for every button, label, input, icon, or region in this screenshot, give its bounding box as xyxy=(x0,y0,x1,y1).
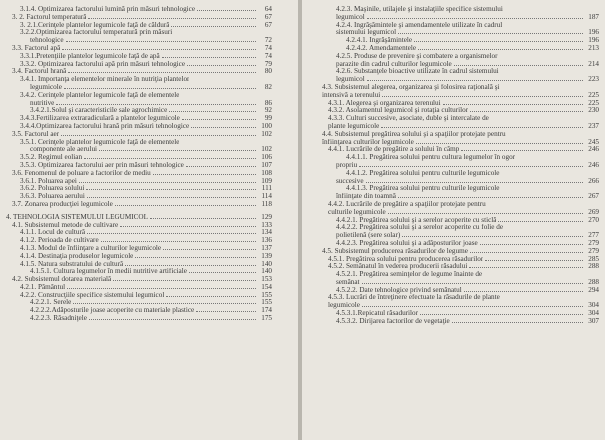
toc-dot-leader xyxy=(362,283,583,284)
toc-entry-page-number: 80 xyxy=(264,67,272,76)
toc-entry xyxy=(6,37,272,45)
toc-dot-leader xyxy=(153,174,256,175)
toc-dot-leader xyxy=(469,267,583,268)
toc-entry-page-number: 136 xyxy=(261,236,272,245)
toc-entry xyxy=(6,14,272,22)
toc-entry-title: 4.4. Subsistemul pregătirea solului şi a spaţiilor protejate pentru xyxy=(322,130,506,138)
toc-entry xyxy=(322,76,599,84)
toc-entry xyxy=(322,302,599,310)
toc-entry xyxy=(6,107,272,115)
toc-dot-leader xyxy=(87,233,256,234)
toc-entry xyxy=(322,115,599,123)
toc-dot-leader xyxy=(79,182,256,183)
toc-entry xyxy=(6,61,272,69)
toc-entry-title: 4.4.2.3. Pregătirea solului şi a adăposturilor joase xyxy=(336,239,478,247)
toc-entry-title: 4.5.2. Semănatul în vederea producerii răsadului xyxy=(328,263,468,271)
toc-entry xyxy=(322,154,599,162)
toc-entry-page-number: 214 xyxy=(588,59,599,68)
toc-dot-leader xyxy=(56,104,256,105)
toc-dot-leader xyxy=(163,249,256,250)
toc-entry-title: 4. TEHNOLOGIA SISTEMULUI LEGUMICOL xyxy=(6,213,149,221)
toc-entry-title: 4.2.1. Pământul xyxy=(20,283,66,291)
toc-entry-page-number: 67 xyxy=(264,12,272,21)
toc-entry-page-number: 133 xyxy=(261,220,272,229)
toc-entry xyxy=(6,245,272,253)
toc-entry xyxy=(322,271,599,279)
toc-entry-page-number: 304 xyxy=(588,309,599,318)
toc-entry-title: parazite din cadrul culturilor legumicole xyxy=(336,60,452,68)
toc-entry xyxy=(322,178,599,186)
toc-dot-leader xyxy=(87,197,256,198)
toc-entry-page-number: 64 xyxy=(264,5,272,13)
toc-entry-page-number: 137 xyxy=(261,243,272,252)
toc-entry-title: 3.2.2.Optimizarea factorului temperatură prin măsuri xyxy=(20,29,173,37)
toc-entry-title: 3.6.1. Poluarea apei xyxy=(20,177,77,185)
toc-entry xyxy=(322,53,599,61)
toc-entry xyxy=(322,185,599,193)
toc-page-right xyxy=(302,0,605,440)
toc-entry-page-number: 140 xyxy=(261,259,272,268)
toc-entry-page-number: 139 xyxy=(261,251,272,260)
toc-entry xyxy=(322,279,599,287)
toc-dot-leader xyxy=(67,288,256,289)
toc-entry xyxy=(322,294,599,302)
toc-entry xyxy=(6,229,272,237)
toc-entry-page-number: 196 xyxy=(588,28,599,37)
toc-entry-page-number: 153 xyxy=(261,275,272,284)
toc-entry-title: 3.6.2. Poluarea solului xyxy=(20,185,85,193)
toc-entry-title: succesive xyxy=(336,177,364,185)
toc-entry-page-number: 270 xyxy=(588,215,599,224)
toc-entry xyxy=(6,185,272,193)
toc-entry-title: semănat xyxy=(336,278,360,286)
toc-dot-leader xyxy=(68,72,256,73)
toc-entry-title: 4.5.2.2. Date tehnologice privind semănatul xyxy=(336,286,462,294)
toc-entry xyxy=(322,84,599,92)
toc-dot-leader xyxy=(452,322,583,323)
toc-dot-leader xyxy=(388,213,583,214)
toc-dot-leader xyxy=(73,303,256,304)
toc-entry xyxy=(322,318,599,326)
toc-dot-leader xyxy=(125,265,256,266)
toc-entry-title: 3.3. Factorul apă xyxy=(12,44,61,52)
toc-entry xyxy=(6,201,272,209)
toc-entry-page-number: 99 xyxy=(264,114,272,123)
toc-dot-leader xyxy=(61,135,256,136)
toc-dot-leader xyxy=(191,127,256,128)
toc-entry-title: 3.4.2. Cerinţele plantelor legumicole faţă de elementele xyxy=(20,91,180,99)
toc-entry-page-number: 223 xyxy=(588,75,599,84)
toc-entry-title: 3. 2.1.Cerinţele plantelor legumicole faţă de căldură xyxy=(20,21,170,29)
toc-entry-page-number: 307 xyxy=(588,316,599,325)
toc-dot-leader xyxy=(99,150,256,151)
toc-entry xyxy=(6,237,272,245)
toc-entry-page-number: 92 xyxy=(264,106,272,115)
toc-entry-title: înfiinţarea culturilor legumicole xyxy=(322,138,414,146)
toc-entry-page-number: 245 xyxy=(588,137,599,146)
toc-entry xyxy=(322,29,599,37)
toc-entry xyxy=(322,107,599,115)
toc-entry xyxy=(6,193,272,201)
toc-entry-title: plante legumicole xyxy=(328,122,380,130)
toc-entry-title: culturile legumicole xyxy=(328,208,386,216)
toc-dot-leader xyxy=(367,18,583,19)
toc-entry xyxy=(322,68,599,76)
toc-entry-page-number: 118 xyxy=(261,199,272,208)
toc-entry xyxy=(322,100,599,108)
toc-entry-page-number: 246 xyxy=(588,145,599,154)
toc-entry-title: 3.5.3. Optimizarea factorului aer prin măsuri tehnologice xyxy=(20,161,184,169)
toc-entry-title: polietilenă (sere solar) xyxy=(336,232,401,240)
toc-entry xyxy=(6,29,272,37)
toc-entry-title: 4.1.5.1. Cultura legumelor în medii nutritive artificiale xyxy=(30,268,187,276)
toc-entry-title: 3.4. Factorul hrană xyxy=(12,68,67,76)
toc-entry-page-number: 269 xyxy=(588,207,599,216)
toc-entry-title: 4.4.2.1. Pregătirea solului şi a serelor acoperite cu sticlă xyxy=(336,216,497,224)
toc-dot-leader xyxy=(464,291,583,292)
toc-entry-title: 4.2.3. Maşinile, utilajele şi instalaţiile specifice sistemului xyxy=(336,6,503,13)
toc-dot-leader xyxy=(187,65,256,66)
toc-entry xyxy=(6,284,272,292)
toc-dot-leader xyxy=(171,26,256,27)
toc-entry-title: legumicole xyxy=(30,83,62,91)
toc-entry xyxy=(6,6,272,14)
toc-dot-leader xyxy=(64,88,256,89)
toc-entry xyxy=(322,123,599,131)
toc-entry-page-number: 246 xyxy=(588,160,599,169)
toc-entry-title: 4.2.4.2. Amendamentele xyxy=(346,44,417,52)
toc-entry-title: 3.6. Fenomenul de poluare a factorilor de mediu xyxy=(12,169,151,177)
toc-entry-title: tehnologice xyxy=(30,37,64,45)
toc-entry xyxy=(322,248,599,256)
toc-entry-page-number: 86 xyxy=(264,98,272,107)
toc-entry-title: 3.4.3.Fertilizarea extraradiculară a plantelor legumicole xyxy=(20,115,180,123)
toc-entry-page-number: 154 xyxy=(261,282,272,291)
toc-dot-leader xyxy=(398,197,583,198)
toc-entry-page-number: 213 xyxy=(588,43,599,52)
toc-entry-page-number: 79 xyxy=(264,59,272,68)
toc-entry xyxy=(6,315,272,323)
toc-entry xyxy=(6,146,272,154)
toc-entry-page-number: 140 xyxy=(261,267,272,276)
toc-entry-title: 4.5.3.2. Dirijarea factorilor de vegetaţie xyxy=(336,317,450,325)
toc-entry xyxy=(322,310,599,318)
toc-entry-page-number: 294 xyxy=(588,285,599,294)
toc-entry-title: 3. 2. Factorul temperatură xyxy=(12,13,87,21)
toc-entry xyxy=(6,307,272,315)
toc-entry-title: intensivă a terenului xyxy=(322,91,381,99)
toc-entry xyxy=(6,131,272,139)
toc-entry-title: 3.5.2. Regimul eolian xyxy=(20,154,83,162)
toc-dot-leader xyxy=(470,111,583,112)
toc-entry-title: 4.4.1.3. Pregătirea solului pentru culturile legumicole xyxy=(346,185,500,193)
toc-dot-leader xyxy=(89,319,256,320)
toc-entry-page-number: 279 xyxy=(588,238,599,247)
toc-entry-page-number: 187 xyxy=(588,12,599,21)
toc-entry-page-number: 277 xyxy=(588,231,599,240)
toc-dot-leader xyxy=(420,314,583,315)
toc-entry-title: 3.5. Factorul aer xyxy=(12,130,60,138)
toc-entry xyxy=(322,224,599,232)
toc-entry xyxy=(6,299,272,307)
toc-dot-leader xyxy=(418,49,583,50)
toc-entry xyxy=(322,6,599,14)
toc-dot-leader xyxy=(381,127,583,128)
toc-entry xyxy=(322,256,599,264)
toc-entry-page-number: 67 xyxy=(264,20,272,29)
toc-entry xyxy=(6,123,272,131)
toc-dot-leader xyxy=(186,166,256,167)
toc-entry xyxy=(6,115,272,123)
toc-entry-title: 3.4.2.1.Solul şi caracteristicile sale agrochimice xyxy=(30,107,168,115)
toc-dot-leader xyxy=(382,96,583,97)
toc-entry-title: sistemului legumicol xyxy=(336,29,397,37)
toc-entry-title: 4.2.2.1. Serele xyxy=(30,299,72,307)
toc-entry-page-number: 304 xyxy=(588,301,599,310)
toc-dot-leader xyxy=(189,272,256,273)
toc-dot-leader xyxy=(113,280,256,281)
toc-entry xyxy=(6,214,272,222)
toc-entry-title: 3.4.1. Importanţa elementelor minerale în nutriţia plantelor xyxy=(20,76,190,84)
toc-entry-page-number: 74 xyxy=(264,43,272,52)
toc-dot-leader xyxy=(101,241,256,242)
toc-entry-page-number: 155 xyxy=(261,290,272,299)
toc-entry-title: 4.2.5. Produse de prevenire şi combatere a organismelor xyxy=(336,52,498,60)
toc-entry-title: 4.2.4.1. Îngrăşămintele xyxy=(346,37,413,45)
toc-dot-leader xyxy=(88,18,256,19)
toc-entry xyxy=(6,292,272,300)
toc-dot-leader xyxy=(196,311,256,312)
toc-entry-page-number: 266 xyxy=(588,176,599,185)
toc-entry-title: 4.1.3. Modul de înfiinţare a culturilor legumicole xyxy=(20,244,162,252)
toc-dot-leader xyxy=(182,119,256,120)
toc-entry xyxy=(6,253,272,261)
toc-entry-title: 4.1.2. Perioada de cultivare xyxy=(20,237,99,245)
toc-entry-page-number: 107 xyxy=(261,160,272,169)
toc-entry-title: 4.2.6. Substanţele bioactive utilizate în cadrul sistemului xyxy=(336,68,499,76)
toc-entry-title: 4.4.1.1. Pregătirea solului pentru cultura legumelor în ogor xyxy=(346,154,516,162)
toc-entry xyxy=(6,276,272,284)
toc-entry xyxy=(322,287,599,295)
toc-entry-title: 3.4.4.Optimizarea factorului hrană prin măsuri tehnologice xyxy=(20,122,190,130)
toc-entry xyxy=(322,146,599,154)
toc-entry-title: 3.1.4. Optimizarea factorului lumină prin măsuri tehnologice xyxy=(20,6,196,13)
toc-entry-page-number: 225 xyxy=(588,90,599,99)
toc-entry xyxy=(6,92,272,100)
toc-entry xyxy=(6,68,272,76)
toc-entry-title: 4.5.2.1. Pregătirea seminţelor de legume înainte de xyxy=(336,271,483,279)
toc-entry-title: înfiinţate din toamnă xyxy=(336,193,396,201)
toc-dot-leader xyxy=(197,10,256,11)
toc-entry-title: 4.2.2.2.Adăposturile joase acoperite cu materiale plastice xyxy=(30,307,195,315)
toc-entry-page-number: 129 xyxy=(261,212,272,221)
toc-entry-title: 4.2. Subsistemul dotarea materială xyxy=(12,276,112,284)
toc-entry-title: 4.5.3.1.Repicatul răsadurilor xyxy=(336,310,419,318)
toc-dot-leader xyxy=(416,143,583,144)
toc-entry-page-number: 102 xyxy=(261,129,272,138)
toc-dot-leader xyxy=(359,166,583,167)
toc-entry-page-number: 114 xyxy=(261,192,272,201)
toc-dot-leader xyxy=(162,57,256,58)
toc-entry-title: 4.1. Subsistemul metode de cultivare xyxy=(12,221,119,229)
toc-entry xyxy=(322,131,599,139)
toc-entry-page-number: 134 xyxy=(261,228,272,237)
toc-entry-title: 4.5. Subsistemul producerea răsadurilor de legume xyxy=(322,247,468,255)
toc-dot-leader xyxy=(115,205,256,206)
toc-entry-title: 3.6.3. Poluarea aerului xyxy=(20,193,85,201)
toc-dot-leader xyxy=(443,104,583,105)
toc-entry-page-number: 74 xyxy=(264,51,272,60)
toc-entry-page-number: 288 xyxy=(588,277,599,286)
toc-dot-leader xyxy=(470,252,583,253)
toc-page-left xyxy=(0,0,300,440)
toc-entry xyxy=(6,53,272,61)
toc-entry xyxy=(6,268,272,276)
toc-entry xyxy=(322,139,599,147)
toc-dot-leader xyxy=(398,33,583,34)
toc-entry xyxy=(6,76,272,84)
toc-entry-title: 4.4.1. Lucrările de pregătire a solului în câmp xyxy=(328,146,460,154)
toc-entry-page-number: 267 xyxy=(588,192,599,201)
toc-dot-leader xyxy=(402,236,583,237)
toc-entry xyxy=(322,232,599,240)
toc-entry-title: legumicol xyxy=(336,13,365,21)
toc-dot-leader xyxy=(62,49,256,50)
toc-entry-title: nutritive xyxy=(30,99,55,107)
toc-entry-page-number: 102 xyxy=(261,145,272,154)
toc-entry xyxy=(6,170,272,178)
toc-dot-leader xyxy=(84,158,256,159)
toc-entry xyxy=(6,84,272,92)
toc-entry xyxy=(322,14,599,22)
toc-entry-page-number: 155 xyxy=(261,298,272,307)
toc-entry xyxy=(6,178,272,186)
toc-entry-title: 4.4.2. Lucrările de pregătire a spaţiilor protejate pentru xyxy=(328,200,486,208)
toc-entry-title: 4.3.1. Alegerea şi organizarea terenului xyxy=(328,99,441,107)
toc-entry xyxy=(322,92,599,100)
toc-entry-title: 4.2.2. Construcţiile specifice sistemului legumicol xyxy=(20,291,165,299)
toc-entry-title: 4.1.5. Natura substratului de cultură xyxy=(20,260,124,268)
toc-entry-page-number: 109 xyxy=(261,176,272,185)
toc-entry-page-number: 175 xyxy=(261,314,272,323)
toc-entry-page-number: 106 xyxy=(261,153,272,162)
toc-dot-leader xyxy=(366,182,583,183)
toc-entry-title: 4.1.1. Locul de cultură xyxy=(20,229,86,237)
toc-dot-leader xyxy=(169,111,256,112)
toc-entry xyxy=(322,217,599,225)
toc-entry-page-number: 225 xyxy=(588,98,599,107)
toc-entry xyxy=(322,240,599,248)
toc-entry xyxy=(6,45,272,53)
toc-entry-page-number: 111 xyxy=(261,184,272,193)
toc-dot-leader xyxy=(166,296,256,297)
toc-dot-leader xyxy=(367,80,583,81)
toc-entry xyxy=(322,22,599,30)
toc-entry-page-number: 285 xyxy=(588,254,599,263)
toc-entry xyxy=(322,61,599,69)
toc-dot-leader xyxy=(498,221,583,222)
toc-entry-page-number: 100 xyxy=(261,121,272,130)
toc-dot-leader xyxy=(485,260,583,261)
toc-entry-title: 4.4.1.2. Pregătirea solului pentru culturile legumicole xyxy=(346,169,500,177)
toc-entry xyxy=(322,162,599,170)
toc-entry-page-number: 230 xyxy=(588,106,599,115)
toc-entry-page-number: 288 xyxy=(588,262,599,271)
toc-entry-title: propriu xyxy=(336,161,358,169)
toc-entry xyxy=(6,139,272,147)
toc-entry-page-number: 237 xyxy=(588,121,599,130)
toc-entry xyxy=(322,263,599,271)
toc-entry-title: 3.3.2. Optimizarea factorului apă prin măsuri tehnologice xyxy=(20,60,186,68)
toc-entry-title: 3.5.1. Cerinţele plantelor legumicole faţă de elementele xyxy=(20,138,180,146)
toc-entry-title: 4.2.2.3. Răsadniţele xyxy=(30,315,87,323)
toc-entry-title: legumicole xyxy=(328,302,360,310)
toc-entry xyxy=(322,37,599,45)
toc-entry-page-number: 72 xyxy=(264,36,272,45)
toc-entry xyxy=(322,193,599,201)
toc-dot-leader xyxy=(414,41,583,42)
toc-entry xyxy=(322,170,599,178)
toc-entry-title: componente ale aerului xyxy=(30,146,98,154)
toc-dot-leader xyxy=(120,226,256,227)
toc-entry-title: 4.3. Subsistemul alegerea, organizarea şi folosirea raţională şi xyxy=(322,83,500,91)
toc-entry-page-number: 82 xyxy=(264,82,272,91)
toc-entry-title: 4.1.4. Destinaţia produselor legumicole xyxy=(20,252,134,260)
toc-entry xyxy=(6,162,272,170)
toc-entry-page-number: 174 xyxy=(261,306,272,315)
toc-dot-leader xyxy=(150,218,256,219)
toc-dot-leader xyxy=(86,189,256,190)
toc-dot-leader xyxy=(66,41,256,42)
toc-entry-title: 4.5.1. Pregătirea solului pentru producerea răsadurilor xyxy=(328,255,484,263)
toc-entry-title: 4.3.3. Culturi succesive, asociate, duble şi intercalate de xyxy=(328,115,489,123)
toc-dot-leader xyxy=(461,150,583,151)
toc-entry-title: 4.5.3. Lucrări de întreţinere efectuate la răsadurile de plante xyxy=(328,294,500,302)
toc-entry-page-number: 108 xyxy=(261,168,272,177)
toc-entry-title: 4.2.4. Îngrăşămintele şi amendamentele utilizate în cadrul xyxy=(336,21,503,29)
toc-dot-leader xyxy=(362,306,583,307)
toc-dot-leader xyxy=(480,244,583,245)
toc-dot-leader xyxy=(454,65,583,66)
toc-entry-title: 4.3.2. Asolamentul legumicol şi rotaţia culturilor xyxy=(328,107,469,115)
toc-entry-title: 3.7. Zonarea producţiei legumicole xyxy=(12,200,113,208)
toc-entry xyxy=(6,261,272,269)
toc-entry xyxy=(6,22,272,30)
toc-entry-title: 3.3.1.Pretenţiile plantelor legumicole faţă de apă xyxy=(20,52,160,60)
toc-entry xyxy=(322,45,599,53)
toc-entry-page-number: 279 xyxy=(588,246,599,255)
toc-entry xyxy=(322,209,599,217)
toc-entry xyxy=(6,222,272,230)
toc-entry xyxy=(6,154,272,162)
toc-entry-page-number: 196 xyxy=(588,36,599,45)
toc-dot-leader xyxy=(135,257,256,258)
toc-entry-title: 4.4.2.2. Pregătirea solului şi a serelor acoperite cu folie de xyxy=(336,224,504,232)
toc-entry-title: legumicol xyxy=(336,76,365,84)
toc-entry xyxy=(322,201,599,209)
toc-entry xyxy=(6,100,272,108)
